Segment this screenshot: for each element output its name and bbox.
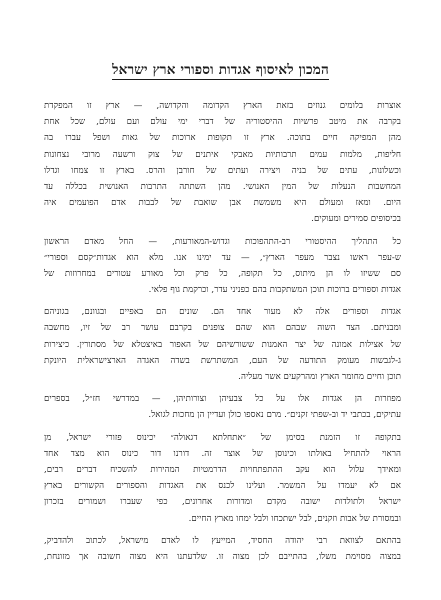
text-line: עתיקים, בכתבי יד וב-שפתי זקנים״. מרם נאספו כולן ועדיין הן מחכות לגואל.: [148, 410, 401, 421]
text-line: בקרבה את מיטב פרשיות ההיסטוריה של דברי ימי עולם ועם עולם, שכל אחת: [44, 117, 401, 128]
text-line: ובמסורת של אבות וזקנים, לבל ישתכחו ולבל ימחו מארץ החיים.: [188, 513, 401, 524]
document-title: [40, 62, 401, 80]
text-line: המחשבות הנעלות של המין האנושי. מהן השתתה התרבות האנושית בכללה עד: [44, 181, 401, 192]
text-line: סם ששיזו לו הן מיתוס, כל תקופה, כל פרק וכל מאורע עטורים במחרוזות של: [44, 268, 401, 279]
text-line: אוצרות בלומים גנוזים בזאת הארץ הקדומה והקדושה, — ארץ זו המפקדת: [44, 101, 401, 111]
text-line: כל התהליך ההיסטורי רב-התהפוכות וגדוש-המאורעות, — החל מאדם הראשון: [44, 236, 401, 247]
paragraph: [44, 533, 401, 565]
paragraph: [44, 234, 401, 299]
text-line: ישראל ולתולדות ישובה מקדם ומדורות אחרונים, כפי שעברו ושמורים בזכרון: [44, 497, 401, 508]
text-line: אגדות וספורים ברוכות תוכן המשתקבות בהם כפניני עדר, וכרקמת גוף פלאי.: [148, 285, 401, 296]
text-line: מפוזרות הן אגדות אלו על כל צבעיהן וצורותיהן, — במדרשי חז״ל, בספרים: [44, 394, 401, 405]
text-line: מהן המפיקה חיים בתוכה. ארץ זו תקופות ארוכות של גאות ושפל עברו בה: [44, 133, 401, 144]
document-body: [44, 98, 401, 571]
text-line: ג-לגבשות מעומק התודעה של העם, המשתרשת בשדה האגדה הארצישראלית היונקת: [44, 355, 401, 366]
text-line: חליפות, מלמות עמים תרבותיות מאבקי איתנים של צוק ורשעה מרובי נצחונות: [44, 149, 401, 160]
text-line: ומבניתם. הצד השוה שבהם הוא שהם צופנים בקרבם עושר רב של זיו, מחשבה: [44, 323, 401, 334]
text-line: אגדות וספורים אלה לא מעור אחד הם. שונים הם באפיים ובגוונם, בגוניהם: [44, 307, 401, 318]
document-title-text: המכון לאיסוף אגדות וספורי ארץ ישראל: [112, 62, 329, 78]
text-line: היום. ומאז ומעולם היא משמשת אבן שואבת של לבבות אדם הפועמים איה: [44, 198, 401, 209]
paragraph: [44, 304, 401, 385]
text-line: תוכן וחיים מחומר הארץ ומהרקעים אשר מעליה.: [238, 372, 401, 382]
text-line: במצוה מסוימת משלו, בהתייבם לכן מצוה זו. שלדעתנו היא מצוה חשובה אך מזונחת,: [44, 551, 401, 562]
text-line: הראוי להתחיל באולתו וכינוסן של אוצר זה. דורנו דור כינוס הוא מצד אחד: [44, 448, 401, 459]
text-line: בכיסופים סמירים ומעוקים.: [311, 214, 401, 225]
text-line: אם לא יעמדו על המשמר. ועלינו לכנס את האגדות והספורים הקשורים בארץ: [44, 481, 401, 492]
text-line: בתקופה זו הזמנת בסימן של ״אתחלתא דגאולה״ יכינוס פזורי ישראל, מן: [44, 432, 401, 443]
text-line: ומאידך עלול הוא עקב ההתפתחויות הדרמטיות המהירות להשכיח דברים רבים,: [44, 464, 401, 475]
text-line: של אצילות אמונה של יצר האמנות ששורשיהם של האפור באיצטלא של מסתורין. כיצירות: [44, 339, 401, 350]
text-line: בהתאם לצוואת רבי יהודה החסיד, המייעץ לו לאדם מישראל, לכתוב ולהדביק,: [44, 535, 401, 546]
text-line: ש-עפר ראשו נצבר מעפר הארץ״, — עד ימינו אנו. מלא הוא אגדות״קסם וספורי״: [44, 252, 401, 263]
paragraph: [44, 391, 401, 423]
paragraph: [44, 430, 401, 527]
text-line: וכשלונות, עתים של בניה ויצירה ועתים של חורבן והרס. בארץ זו צמחו וגדלו: [44, 165, 401, 176]
paragraph: [44, 98, 401, 228]
